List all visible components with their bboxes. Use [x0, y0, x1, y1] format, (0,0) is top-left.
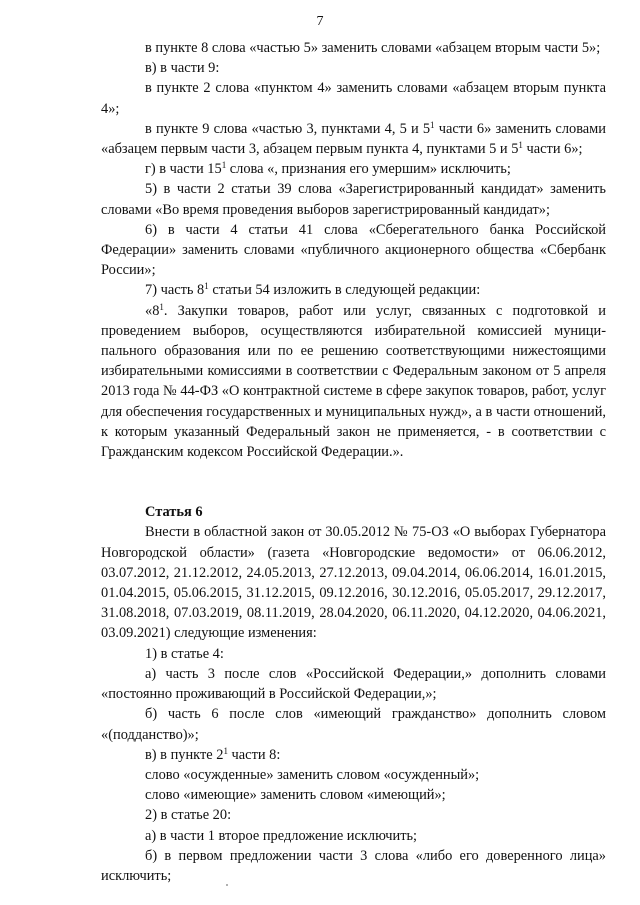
- article-heading: Статья 6: [145, 504, 203, 521]
- paragraph: 1) в статье 4:: [145, 645, 224, 662]
- superscript: 1: [223, 745, 228, 756]
- paragraph: б) в первом предложении части 3 слова «либо его доверенного лица» исключить;: [101, 847, 606, 884]
- paragraph: 5) в части 2 статьи 39 слова «Зарегистрированный кандидат» заменить словами «Во время проведения выборов зарегистрированный кандидат»;: [101, 181, 606, 218]
- paragraph: Внести в областной закон от 30.05.2012 № 75-ОЗ «О выборах Губернатора Новгородской области» (газета «Новгородские ведомости» от 06.06.2012, 03.07.2012, 21.12.2012, 24.05.2013, 27.12.2013, 09.04.2014, 06.06.2014, 16.01.2015, 01.04.2015, 05.06.2015, 31.12.2015, 09.12.2016, 30.12.2016, 05.05.2017, 29.12.2017, 31.08.2018, 07.03.2019, 08.11.2019, 28.04.2020, 06.11.2020, 04.12.2020, 04.06.2021, 03.09.2021) следующие изменения:: [101, 524, 606, 642]
- document-body: [101, 38, 606, 886]
- superscript: 1: [221, 160, 227, 171]
- paragraph: 7) часть $8^1$ статьи 54 изложить в следующей редакции:: [145, 281, 481, 299]
- superscript: 1: [518, 140, 523, 151]
- paragraph: в) в части 9:: [145, 60, 220, 77]
- scan-speck: [226, 884, 228, 886]
- paragraph: б) часть 6 после слов «имеющий гражданство» дополнить словом «(подданство)»;: [101, 706, 606, 743]
- paragraph: а) в части 1 второе предложение исключить;: [145, 827, 418, 844]
- paragraph: в) в пункте $2^1$ части 8:: [145, 745, 281, 763]
- superscript: 1: [204, 281, 209, 292]
- paragraph: в пункте 9 слова «частью 3, пунктами 4, 5 и $5^1$ части 6» заменить словами «абзацем первым части 3, абзацем первым пункта 4, пунктами 5 и $5^1$ части 6»;: [101, 119, 606, 158]
- paragraph: в пункте 8 слова «частью 5» заменить словами «абзацем вторым части 5»;: [145, 40, 601, 56]
- article-body: [101, 522, 606, 886]
- page-number: 7: [316, 14, 324, 29]
- paragraph: 6) в части 4 статьи 41 слова «Сберегательного банка Российской Федерации» заменить словами «публичного акционерного общества «Сбербанк России»;: [101, 221, 606, 279]
- paragraph: слово «имеющие» заменить словом «имеющий»;: [145, 787, 446, 804]
- paragraph: г) в части $15^1$ слова «, признания его умершим» исключить;: [145, 160, 511, 178]
- section-gap: [101, 462, 606, 502]
- paragraph: в пункте 2 слова «пунктом 4» заменить словами «абзацем вторым пункта 4»;: [101, 80, 606, 117]
- paragraph: слово «осужденные» заменить словом «осужденный»;: [145, 766, 480, 783]
- superscript: 1: [430, 119, 435, 130]
- paragraph: «$8^1$. Закупки товаров, работ или услуг, связанных с подготовкой и проведением выборов, осуществляются избирательной комиссией муниципального образования или по ее решению соответствующими нижестоящими избирательными комиссиями в соответствии с Федеральным законом от 5 апреля 2013 года № 44-ФЗ «О контрактной системе в сфере закупок товаров, работ, услуг для обеспечения государственных и муниципальных нужд», а в части отношений, к которым указанный Федеральный закон не применяется, - в соответствии с Гражданским кодексом Российской Федерации.».: [101, 301, 606, 461]
- paragraph: а) часть 3 после слов «Российской Федерации,» дополнить словами «постоянно проживающий в Российской Федерации,»;: [101, 665, 606, 703]
- amendments-list: [101, 38, 606, 462]
- superscript: 1: [159, 301, 164, 312]
- paragraph: 2) в статье 20:: [145, 807, 232, 824]
